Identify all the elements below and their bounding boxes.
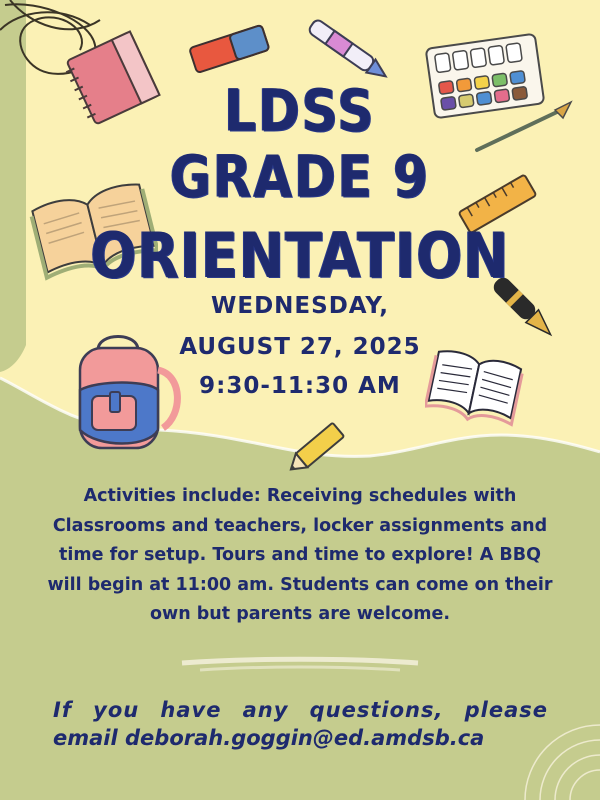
date-day: AUGUST 27, 2025 <box>179 334 421 360</box>
title-line-1: LDSS <box>224 77 376 145</box>
eraser-icon <box>183 18 275 78</box>
pencil-icon <box>280 410 360 480</box>
email-prefix: email <box>53 726 118 750</box>
questions-line: If you have any questions, please <box>53 698 548 722</box>
activities-description: Activities include: Receiving schedules with Classrooms and teachers, locker assignments and time for setup. Tours and time to explore! A BBQ will begin at 11:00 am. Students can come on their own but parents are welcome. <box>47 486 553 624</box>
email-line <box>53 726 553 750</box>
date-weekday: WEDNESDAY, <box>211 293 389 319</box>
email-link[interactable]: deborah.goggin@ed.amdsb.ca <box>125 726 485 750</box>
title-line-2: GRADE 9 <box>169 143 431 211</box>
event-time: 9:30-11:30 AM <box>199 373 401 399</box>
title-line-3: ORIENTATION <box>90 219 510 292</box>
